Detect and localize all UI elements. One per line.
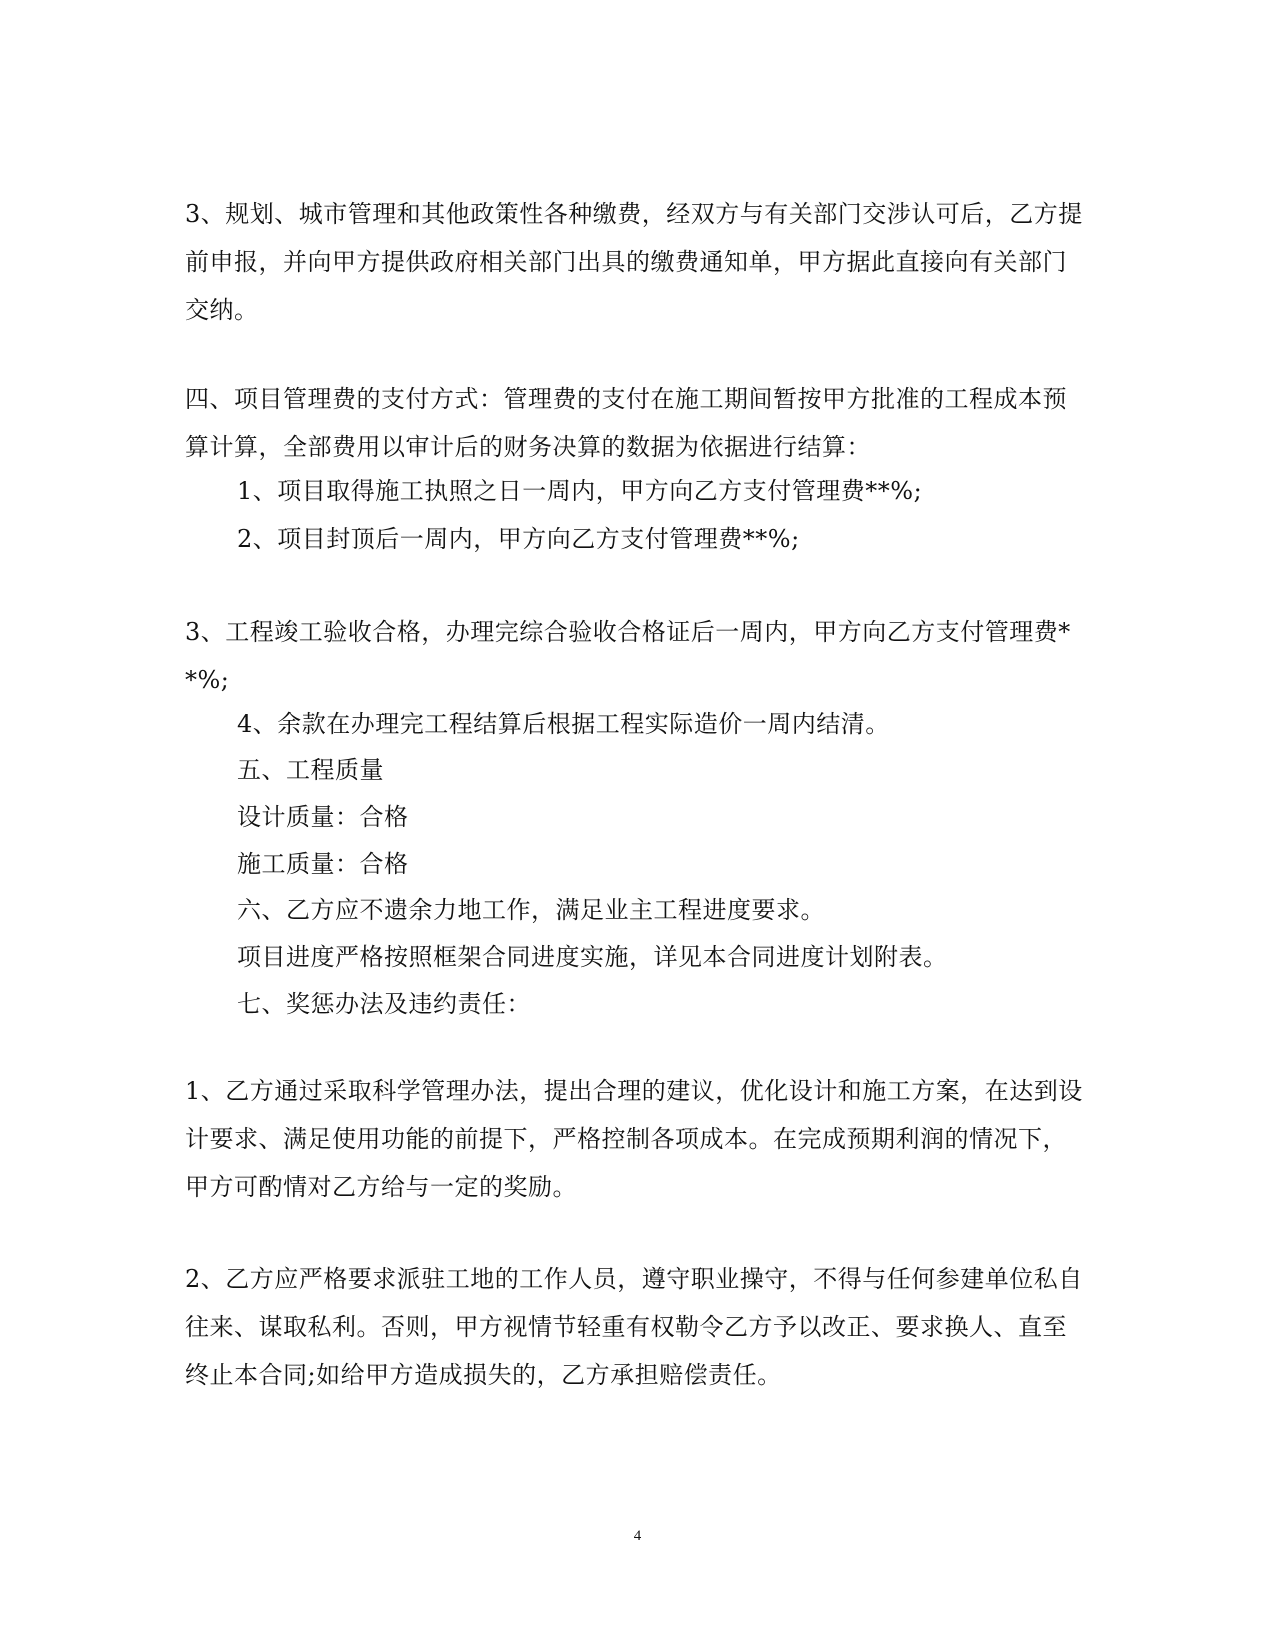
payment-item-3: 3、工程竣工验收合格，办理完综合验收合格证后一周内，甲方向乙方支付管理费**%; — [185, 618, 1071, 694]
reward-paragraph-2: 2、乙方应严格要求派驻工地的工作人员，遵守职业操守，不得与任何参建单位私自往来、谋取私利。否则，甲方视情节轻重有权勒令乙方予以改正、要求换人、直至终止本合同;如给甲方造成损失的，乙方承担赔偿责任。 — [185, 1265, 1083, 1389]
payment-item-4: 4、余款在办理完工程结算后根据工程实际造价一周内结清。 — [237, 710, 890, 738]
payment-item-1: 1、项目取得施工执照之日一周内，甲方向乙方支付管理费**%; — [237, 477, 923, 505]
design-quality-line: 设计质量：合格 — [237, 803, 409, 831]
section-five-heading: 五、工程质量 — [237, 756, 384, 784]
reward-paragraph-1: 1、乙方通过采取科学管理办法，提出合理的建议，优化设计和施工方案，在达到设计要求、满足使用功能的前提下，严格控制各项成本。在完成预期利润的情况下，甲方可酌情对乙方给与一定的奖励。 — [185, 1077, 1083, 1201]
schedule-line: 项目进度严格按照框架合同进度实施，详见本合同进度计划附表。 — [237, 943, 948, 971]
page-number: 4 — [633, 1528, 642, 1544]
section-six-heading: 六、乙方应不遗余力地工作，满足业主工程进度要求。 — [237, 896, 825, 924]
construction-quality-line: 施工质量：合格 — [237, 850, 409, 878]
paragraph-fees-3: 3、规划、城市管理和其他政策性各种缴费，经双方与有关部门交涉认可后，乙方提前申报，并向甲方提供政府相关部门出具的缴费通知单，甲方据此直接向有关部门交纳。 — [185, 200, 1083, 324]
section-seven-heading: 七、奖惩办法及违约责任： — [237, 990, 531, 1018]
payment-item-2: 2、项目封顶后一周内，甲方向乙方支付管理费**%; — [237, 525, 800, 553]
section-four-heading: 四、项目管理费的支付方式：管理费的支付在施工期间暂按甲方批准的工程成本预算计算，全部费用以审计后的财务决算的数据为依据进行结算： — [185, 385, 1067, 461]
